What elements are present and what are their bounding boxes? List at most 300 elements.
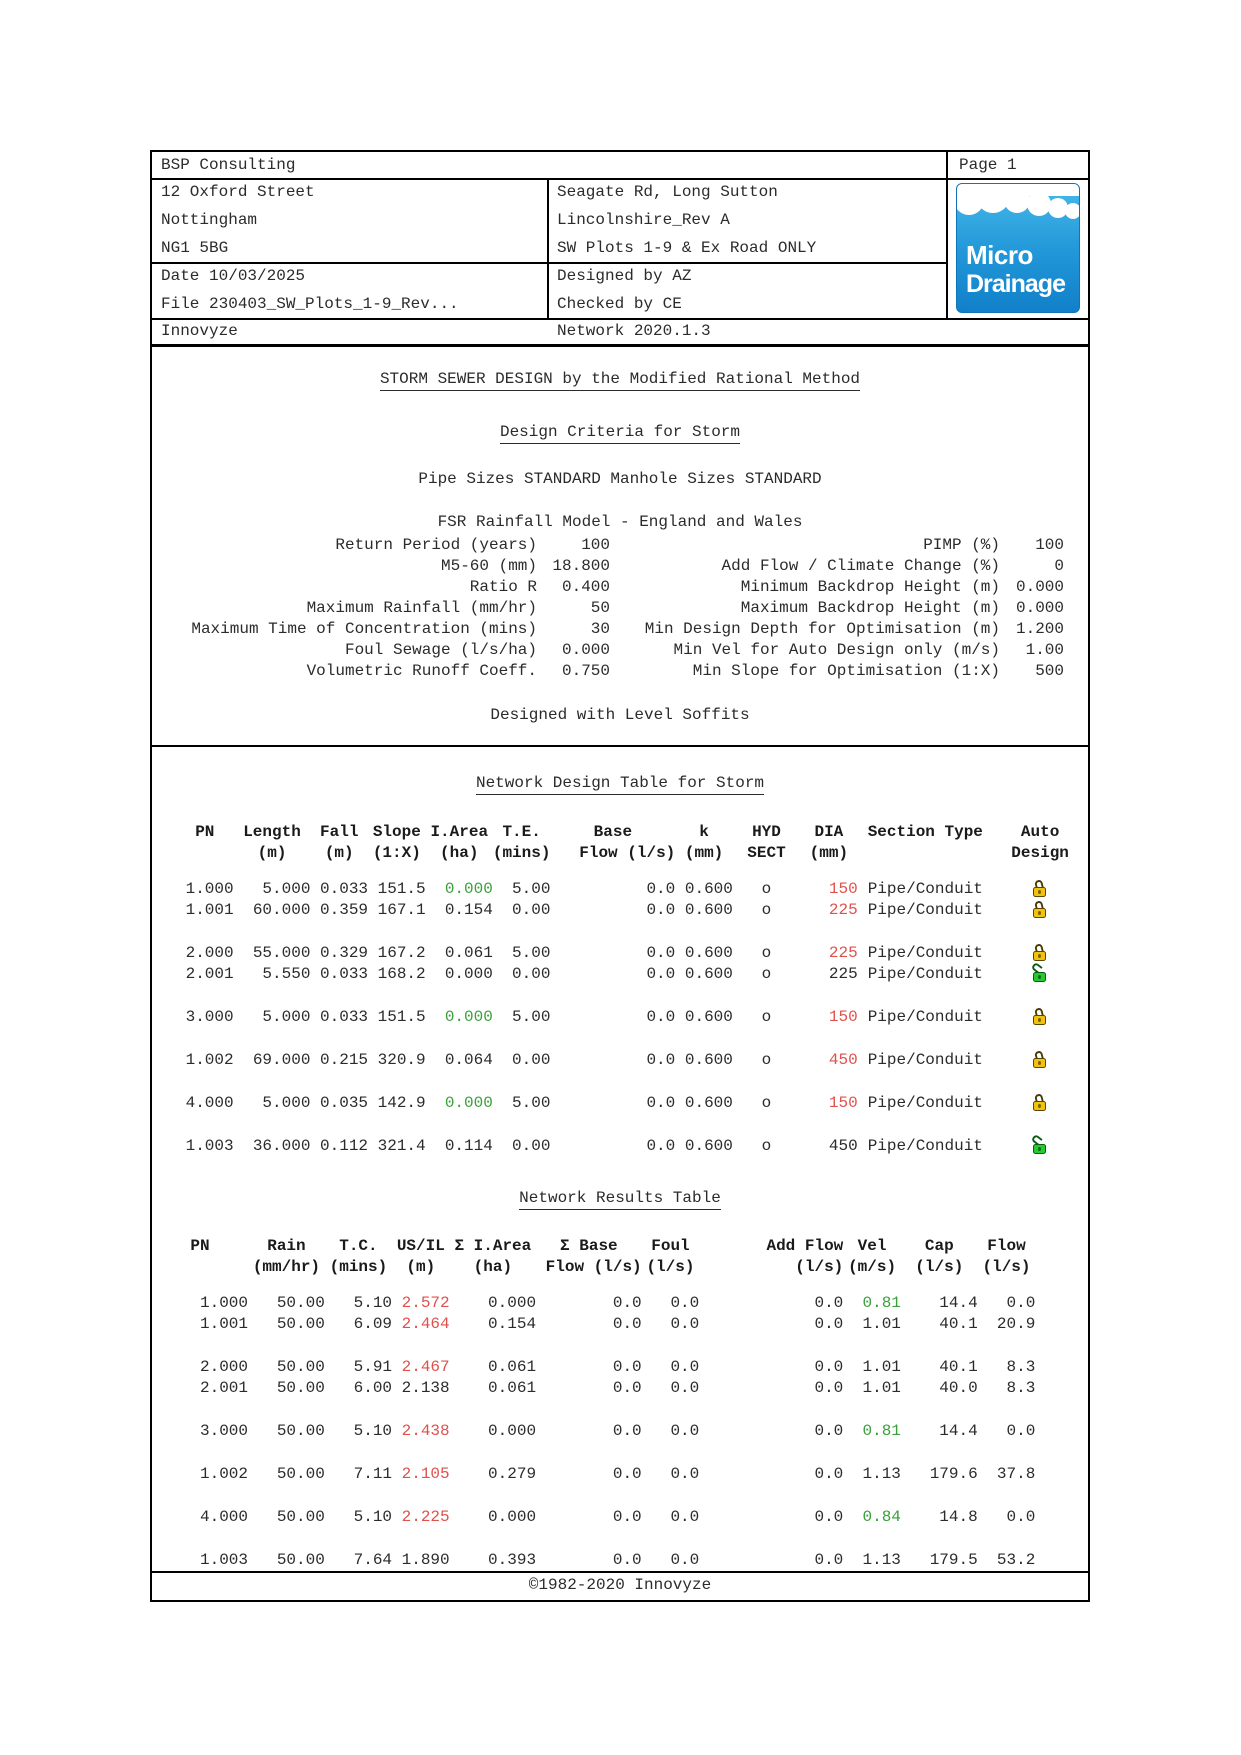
design-table-title-text: Network Design Table for Storm [476, 774, 764, 795]
design-cell-length: 60.000 [252, 901, 311, 919]
result-cell-s_base_flow: 0.0 [612, 1379, 642, 1397]
pipe-branch-group [152, 1550, 1088, 1571]
criteria-param-row [152, 661, 1088, 682]
result-cell-usil: 2.464 [401, 1315, 450, 1333]
criteria-param-value: 30 [590, 620, 610, 638]
result-cell-usil: 2.467 [401, 1358, 450, 1376]
column-header: HYD [752, 823, 781, 841]
company-address [152, 178, 548, 262]
result-cell-foul: 0.0 [670, 1358, 700, 1376]
criteria-param-label: Return Period (years) [335, 536, 537, 554]
locked-padlock-icon [1033, 944, 1048, 961]
result-cell-tc: 5.10 [353, 1294, 393, 1312]
design-cell-k: 0.600 [684, 944, 733, 962]
design-cell-length: 5.000 [262, 1008, 311, 1026]
design-cell-iarea: 0.154 [444, 901, 493, 919]
auto-design-cell [1002, 943, 1079, 964]
padlock-body [1033, 951, 1046, 961]
table-row [152, 1378, 1088, 1399]
criteria-param-value: 500 [1035, 662, 1064, 680]
result-cell-tc: 6.09 [353, 1315, 393, 1333]
result-cell-s_base_flow: 0.0 [612, 1465, 642, 1483]
column-header: US/IL [396, 1237, 445, 1255]
logo-text-micro: Micro [966, 240, 1033, 270]
table-header-row [152, 1236, 1088, 1257]
design-cell-section_type: Pipe/Conduit [867, 1008, 983, 1026]
column-header: PN [195, 823, 215, 841]
pipe-branch-group [152, 943, 1088, 985]
result-cell-flow: 0.0 [1006, 1294, 1036, 1312]
result-cell-flow: 20.9 [996, 1315, 1036, 1333]
soffits-line: Designed with Level Soffits [490, 706, 750, 724]
result-cell-tc: 7.64 [353, 1551, 393, 1569]
auto-design-cell [1002, 1007, 1079, 1028]
column-header: Slope [372, 823, 421, 841]
design-cell-slope: 151.5 [377, 880, 426, 898]
column-header: Length [243, 823, 301, 841]
company-name: BSP Consulting [161, 156, 296, 174]
result-cell-s_base_flow: 0.0 [612, 1358, 642, 1376]
locked-padlock-icon [1033, 1094, 1048, 1111]
table-row [152, 900, 1088, 921]
result-cell-flow: 53.2 [996, 1551, 1036, 1569]
column-header [858, 843, 1002, 864]
vendor-name: Innovyze [161, 322, 238, 340]
result-cell-rain: 50.00 [276, 1508, 325, 1526]
pipe-branch-group [152, 1293, 1088, 1335]
pipe-branch-group [152, 879, 1088, 921]
column-header: (m) [257, 844, 287, 862]
result-cell-s_base_flow: 0.0 [612, 1508, 642, 1526]
design-cell-pn: 1.000 [185, 880, 234, 898]
design-cell-te: 0.00 [512, 965, 551, 983]
table-header-row [152, 1257, 1088, 1278]
table-row [152, 1550, 1088, 1571]
result-cell-rain: 50.00 [276, 1422, 325, 1440]
design-cell-te: 5.00 [512, 1094, 551, 1112]
criteria-param-value: 1.00 [1025, 641, 1064, 659]
design-cell-pn: 2.000 [185, 944, 234, 962]
column-header: (mm) [809, 844, 849, 862]
column-header: (m) [324, 844, 354, 862]
result-cell-vel: 0.81 [862, 1422, 901, 1440]
result-cell-vel: 0.81 [862, 1294, 901, 1312]
design-cell-pn: 1.003 [185, 1137, 234, 1155]
result-cell-pn: 1.000 [200, 1294, 249, 1312]
column-header: k [699, 823, 709, 841]
table-row [152, 1093, 1088, 1114]
design-cell-k: 0.600 [684, 1051, 733, 1069]
column-header: Rain [267, 1237, 306, 1255]
column-header: (m) [406, 1258, 436, 1276]
result-cell-s_iarea: 0.061 [488, 1358, 537, 1376]
result-cell-flow: 8.3 [1006, 1358, 1036, 1376]
project-line: SW Plots 1-9 & Ex Road ONLY [557, 239, 817, 257]
result-cell-tc: 5.91 [353, 1358, 393, 1376]
auto-design-cell [1002, 1050, 1079, 1071]
criteria-param-value: 0.750 [561, 662, 610, 680]
result-cell-tc: 5.10 [353, 1508, 393, 1526]
design-cell-fall: 0.033 [320, 880, 369, 898]
column-header: (mm/hr) [252, 1258, 321, 1276]
table-row [152, 1050, 1088, 1071]
table-row [152, 1357, 1088, 1378]
column-header: Base [593, 823, 633, 841]
result-cell-vel: 1.01 [862, 1315, 901, 1333]
criteria-param-label: Min Vel for Auto Design only (m/s) [673, 641, 1000, 659]
result-cell-pn: 2.001 [200, 1379, 249, 1397]
column-header [152, 1257, 248, 1278]
cloud-graphic [957, 184, 1079, 240]
pipe-branch-group [152, 1136, 1088, 1157]
column-header: (m/s) [848, 1258, 897, 1276]
result-cell-tc: 6.00 [353, 1379, 393, 1397]
divider [152, 318, 1088, 320]
result-cell-rain: 50.00 [276, 1294, 325, 1312]
criteria-param-label: Maximum Backdrop Height (m) [740, 599, 1000, 617]
report-title-text: STORM SEWER DESIGN by the Modified Rational Method [380, 370, 860, 391]
result-cell-usil: 2.438 [401, 1422, 450, 1440]
criteria-param-label: Maximum Rainfall (mm/hr) [306, 599, 537, 617]
rainfall-model-line: FSR Rainfall Model - England and Wales [437, 513, 803, 531]
design-cell-section_type: Pipe/Conduit [867, 880, 983, 898]
auto-design-cell [1002, 1136, 1079, 1157]
column-header: (l/s) [646, 1258, 695, 1276]
criteria-param-label: M5-60 (mm) [440, 557, 537, 575]
column-header: Flow [987, 1237, 1026, 1255]
column-header: Vel [857, 1237, 887, 1255]
design-cell-dia: 225 [828, 901, 858, 919]
date-line: Date 10/03/2025 [161, 267, 306, 285]
criteria-param-label: Maximum Time of Concentration (mins) [191, 620, 537, 638]
design-cell-base_flow: 0.0 [646, 901, 676, 919]
design-cell-section_type: Pipe/Conduit [867, 944, 983, 962]
column-header: T.E. [502, 823, 541, 841]
pipe-branch-group [152, 1093, 1088, 1114]
column-header: Design [1011, 844, 1069, 862]
result-cell-s_base_flow: 0.0 [612, 1294, 642, 1312]
divider [547, 178, 549, 318]
design-cell-te: 5.00 [512, 944, 551, 962]
result-cell-add_flow: 0.0 [814, 1315, 844, 1333]
result-cell-pn: 1.003 [200, 1551, 249, 1569]
auto-design-cell [1002, 900, 1079, 921]
design-cell-length: 36.000 [252, 1137, 311, 1155]
result-cell-pn: 2.000 [200, 1358, 249, 1376]
project-description [548, 178, 947, 262]
criteria-param-row [152, 577, 1088, 598]
design-cell-iarea: 0.000 [444, 965, 493, 983]
result-cell-flow: 37.8 [996, 1465, 1036, 1483]
column-header: Flow (l/s) [545, 1258, 642, 1276]
design-cell-length: 55.000 [252, 944, 311, 962]
result-cell-foul: 0.0 [670, 1422, 700, 1440]
design-cell-dia: 150 [828, 880, 858, 898]
result-cell-add_flow: 0.0 [814, 1465, 844, 1483]
result-cell-tc: 5.10 [353, 1422, 393, 1440]
criteria-param-value: 0.400 [561, 578, 610, 596]
design-cell-base_flow: 0.0 [646, 1094, 676, 1112]
criteria-section-title-text: Design Criteria for Storm [500, 423, 740, 444]
project-line: Lincolnshire_Rev A [557, 211, 730, 229]
design-cell-iarea: 0.064 [444, 1051, 493, 1069]
criteria-param-value: 0.000 [1015, 599, 1064, 617]
design-cell-slope: 151.5 [377, 1008, 426, 1026]
design-cell-pn: 3.000 [185, 1008, 234, 1026]
design-cell-slope: 320.9 [377, 1051, 426, 1069]
design-cell-te: 5.00 [512, 1008, 551, 1026]
criteria-param-label: Min Design Depth for Optimisation (m) [644, 620, 1000, 638]
auto-design-cell [1002, 1093, 1079, 1114]
result-cell-cap: 40.1 [939, 1358, 978, 1376]
design-cell-section_type: Pipe/Conduit [867, 1051, 983, 1069]
table-row [152, 1007, 1088, 1028]
date-file-cell [152, 262, 548, 318]
column-header: Fall [320, 823, 359, 841]
result-cell-pn: 3.000 [200, 1422, 249, 1440]
checked-by-line: Checked by CE [557, 295, 682, 313]
design-cell-length: 5.550 [262, 965, 311, 983]
design-cell-k: 0.600 [684, 1137, 733, 1155]
auto-design-cell [1002, 879, 1079, 900]
column-header: PN [190, 1237, 210, 1255]
design-cell-k: 0.600 [684, 1008, 733, 1026]
design-cell-iarea: 0.000 [444, 1008, 493, 1026]
design-cell-dia: 450 [828, 1137, 858, 1155]
design-cell-iarea: 0.000 [444, 1094, 493, 1112]
result-cell-usil: 2.138 [401, 1379, 450, 1397]
result-cell-add_flow: 0.0 [814, 1358, 844, 1376]
page-number: Page 1 [959, 156, 1017, 174]
table-row [152, 1507, 1088, 1528]
column-header: SECT [747, 844, 786, 862]
design-cell-pn: 2.001 [185, 965, 234, 983]
design-cell-length: 5.000 [262, 1094, 311, 1112]
padlock-body [1033, 1015, 1046, 1025]
design-cell-te: 5.00 [512, 880, 551, 898]
result-cell-cap: 14.8 [939, 1508, 978, 1526]
pipe-branch-group [152, 1357, 1088, 1399]
design-cell-te: 0.00 [512, 901, 551, 919]
address-line: Nottingham [161, 211, 258, 229]
design-cell-slope: 167.1 [377, 901, 426, 919]
result-cell-pn: 1.001 [200, 1315, 249, 1333]
design-cell-hyd_sect: o [761, 1008, 772, 1026]
result-cell-cap: 14.4 [939, 1422, 978, 1440]
padlock-body [1033, 908, 1046, 918]
design-cell-hyd_sect: o [761, 1051, 772, 1069]
criteria-param-value: 100 [1035, 536, 1064, 554]
design-cell-hyd_sect: o [761, 1137, 772, 1155]
table-row [152, 1136, 1088, 1157]
criteria-param-value: 18.800 [552, 557, 610, 575]
design-table-title [152, 773, 1088, 794]
column-header: I.Area [430, 823, 489, 841]
locked-padlock-icon [1033, 1051, 1048, 1068]
design-cell-section_type: Pipe/Conduit [867, 1094, 983, 1112]
table-row [152, 943, 1088, 964]
table-row [152, 1421, 1088, 1442]
pipe-branch-group [152, 1050, 1088, 1071]
result-cell-add_flow: 0.0 [814, 1294, 844, 1312]
results-table-title [152, 1188, 1088, 1209]
locked-padlock-icon [1033, 880, 1048, 897]
criteria-param-value: 0 [1054, 557, 1064, 575]
result-cell-s_base_flow: 0.0 [612, 1315, 642, 1333]
design-cell-section_type: Pipe/Conduit [867, 901, 983, 919]
design-cell-base_flow: 0.0 [646, 880, 676, 898]
result-cell-rain: 50.00 [276, 1551, 325, 1569]
criteria-param-label: Min Slope for Optimisation (1:X) [692, 662, 1000, 680]
design-table-body [152, 879, 1088, 1179]
design-cell-base_flow: 0.0 [646, 944, 676, 962]
design-cell-fall: 0.215 [320, 1051, 369, 1069]
logo-text-drainage: Drainage [966, 270, 1065, 298]
design-table-header [152, 822, 1088, 864]
result-cell-vel: 1.13 [862, 1551, 901, 1569]
pipe-branch-group [152, 1007, 1088, 1028]
result-cell-foul: 0.0 [670, 1315, 700, 1333]
result-cell-pn: 4.000 [200, 1508, 249, 1526]
result-cell-foul: 0.0 [670, 1294, 700, 1312]
criteria-param-value: 0.000 [1015, 578, 1064, 596]
table-row [152, 1314, 1088, 1335]
design-cell-base_flow: 0.0 [646, 1008, 676, 1026]
microdrainage-logo [956, 183, 1080, 313]
design-cell-iarea: 0.061 [444, 944, 493, 962]
column-header: Σ Base [560, 1237, 618, 1255]
design-cell-hyd_sect: o [761, 901, 772, 919]
design-cell-iarea: 0.114 [444, 1137, 493, 1155]
criteria-param-label: Ratio R [469, 578, 537, 596]
result-cell-s_iarea: 0.000 [488, 1508, 537, 1526]
padlock-body [1033, 1144, 1046, 1154]
design-cell-dia: 150 [828, 1094, 858, 1112]
criteria-param-row [152, 640, 1088, 661]
table-header-row [152, 822, 1088, 843]
result-cell-add_flow: 0.0 [814, 1379, 844, 1397]
sizes-line: Pipe Sizes STANDARD Manhole Sizes STANDARD [418, 470, 822, 488]
result-cell-vel: 1.13 [862, 1465, 901, 1483]
result-cell-s_base_flow: 0.0 [612, 1551, 642, 1569]
column-header: Flow (l/s) [579, 844, 676, 862]
column-header: (l/s) [915, 1258, 964, 1276]
design-cell-pn: 1.001 [185, 901, 234, 919]
design-cell-base_flow: 0.0 [646, 1051, 676, 1069]
column-header: Foul [651, 1237, 690, 1255]
result-cell-flow: 0.0 [1006, 1422, 1036, 1440]
result-cell-cap: 14.4 [939, 1294, 978, 1312]
table-row [152, 879, 1088, 900]
column-header: Σ I.Area [454, 1237, 532, 1255]
criteria-param-label: PIMP (%) [923, 536, 1000, 554]
column-header: Section Type [867, 823, 983, 841]
criteria-param-value: 0.000 [561, 641, 610, 659]
locked-padlock-icon [1033, 1008, 1048, 1025]
result-cell-tc: 7.11 [353, 1465, 393, 1483]
design-cell-k: 0.600 [684, 880, 733, 898]
criteria-param-label: Volumetric Runoff Coeff. [306, 662, 537, 680]
column-header: (mins) [329, 1258, 388, 1276]
design-cell-dia: 450 [828, 1051, 858, 1069]
design-cell-slope: 142.9 [377, 1094, 426, 1112]
result-cell-foul: 0.0 [670, 1551, 700, 1569]
result-cell-pn: 1.002 [200, 1465, 249, 1483]
criteria-param-row [152, 619, 1088, 640]
design-cell-slope: 168.2 [377, 965, 426, 983]
logo-cell [947, 178, 1088, 318]
project-line: Seagate Rd, Long Sutton [557, 183, 778, 201]
padlock-body [1033, 972, 1046, 982]
results-table-body [152, 1293, 1088, 1593]
column-header: (l/s) [795, 1258, 844, 1276]
design-cell-dia: 225 [828, 944, 858, 962]
criteria-param-label: Minimum Backdrop Height (m) [740, 578, 1000, 596]
report-title [152, 369, 1088, 390]
design-cell-k: 0.600 [684, 1094, 733, 1112]
design-cell-hyd_sect: o [761, 944, 772, 962]
design-cell-slope: 321.4 [377, 1137, 426, 1155]
column-header: (ha) [473, 1258, 513, 1276]
results-table-title-text: Network Results Table [519, 1189, 721, 1210]
result-cell-vel: 0.84 [862, 1508, 901, 1526]
criteria-param-row [152, 535, 1088, 556]
design-cell-hyd_sect: o [761, 880, 772, 898]
design-cell-fall: 0.112 [320, 1137, 369, 1155]
design-cell-length: 69.000 [252, 1051, 311, 1069]
result-cell-cap: 179.5 [929, 1551, 978, 1569]
address-line: NG1 5BG [161, 239, 229, 257]
column-header: (l/s) [982, 1258, 1031, 1276]
design-cell-k: 0.600 [684, 901, 733, 919]
design-cell-fall: 0.033 [320, 965, 369, 983]
column-header: DIA [814, 823, 844, 841]
result-cell-rain: 50.00 [276, 1465, 325, 1483]
report-header-table [150, 150, 1090, 346]
designed-by-line: Designed by AZ [557, 267, 692, 285]
result-cell-s_iarea: 0.393 [488, 1551, 537, 1569]
design-cell-hyd_sect: o [761, 965, 772, 983]
design-cell-fall: 0.033 [320, 1008, 369, 1026]
result-cell-add_flow: 0.0 [814, 1551, 844, 1569]
result-cell-cap: 40.0 [939, 1379, 978, 1397]
open-padlock-icon [1033, 965, 1048, 982]
result-cell-s_iarea: 0.061 [488, 1379, 537, 1397]
result-cell-cap: 179.6 [929, 1465, 978, 1483]
file-line: File 230403_SW_Plots_1-9_Rev... [161, 295, 459, 313]
result-cell-flow: 0.0 [1006, 1508, 1036, 1526]
criteria-param-label: Add Flow / Climate Change (%) [721, 557, 1000, 575]
column-header: (1:X) [372, 844, 421, 862]
criteria-param-value: 1.200 [1015, 620, 1064, 638]
copyright-footer: ©1982-2020 Innovyze [152, 1571, 1088, 1600]
design-cell-dia: 150 [828, 1008, 858, 1026]
design-cell-pn: 4.000 [185, 1094, 234, 1112]
column-header: (mins) [492, 844, 551, 862]
table-row [152, 1464, 1088, 1485]
auto-design-cell [1002, 964, 1079, 985]
result-cell-usil: 2.225 [401, 1508, 450, 1526]
result-cell-vel: 1.01 [862, 1379, 901, 1397]
result-cell-usil: 1.890 [401, 1551, 450, 1569]
result-cell-s_base_flow: 0.0 [612, 1422, 642, 1440]
design-cell-te: 0.00 [512, 1051, 551, 1069]
results-table-header [152, 1236, 1088, 1278]
designed-checked-cell [548, 262, 947, 318]
criteria-param-value: 50 [590, 599, 610, 617]
design-cell-fall: 0.329 [320, 944, 369, 962]
open-padlock-icon [1033, 1137, 1048, 1154]
